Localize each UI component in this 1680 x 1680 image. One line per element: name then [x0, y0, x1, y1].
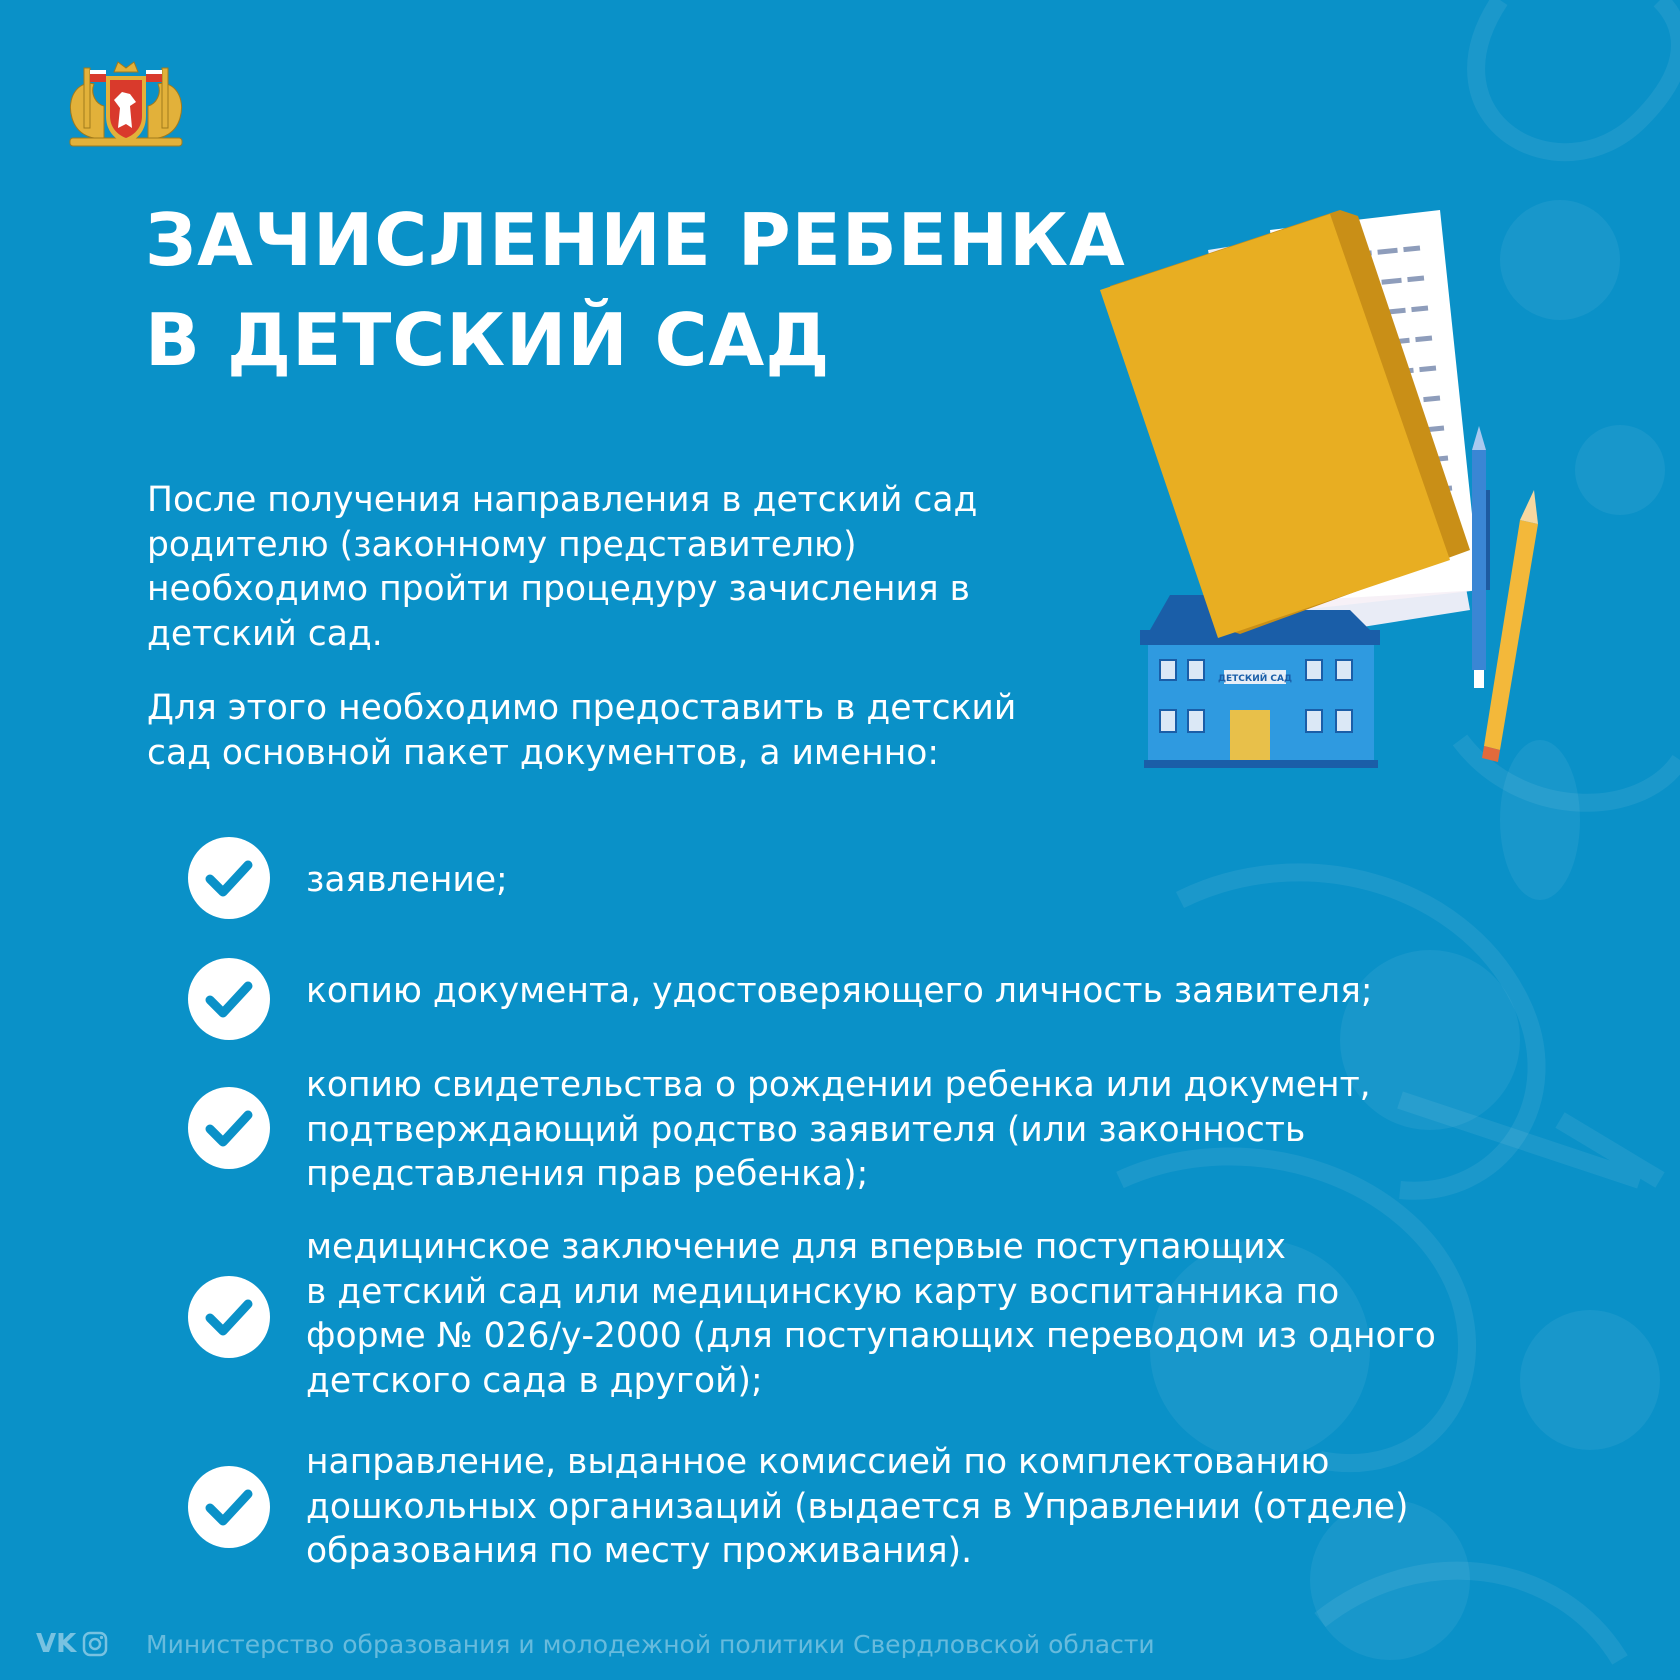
document-label: копию свидетельства о рождении ребенка или документ, подтверждающий родство заявителя (или законность представления прав ребенка);: [306, 1065, 1371, 1194]
ministry-name: Министерство образования и молодежной политики Свердловской области: [146, 1629, 1155, 1659]
intro-paragraph-2: Для этого необходимо предоставить в детский сад основной пакет документов, а именно:: [147, 688, 1017, 773]
checkmark-icon: [188, 1087, 270, 1169]
folder-documents-illustration: [1100, 190, 1570, 790]
document-label: направление, выданное комиссией по комплектованию дошкольных организаций (выдается в Управлении (отделе) образования по месту проживания).: [306, 1442, 1409, 1571]
instagram-icon[interactable]: [82, 1631, 108, 1657]
intro-text: [147, 478, 1107, 775]
checkmark-icon: [188, 1276, 270, 1358]
checkmark-icon: [188, 1466, 270, 1548]
intro-paragraph-1: После получения направления в детский сад родителю (законному представителю) необходимо пройти процедуру зачисления в детский сад.: [147, 480, 978, 654]
document-label: заявление;: [306, 860, 508, 900]
document-label: медицинское заключение для впервые поступающих в детский сад или медицинскую карту воспитанника по форме № 026/у-2000 (для поступающих переводом из одного детского сада в другой);: [306, 1227, 1436, 1401]
checkmark-icon: [188, 958, 270, 1040]
footer: [36, 1624, 1236, 1664]
vk-icon[interactable]: VK: [36, 1629, 77, 1659]
pencil-icon: [1482, 490, 1538, 762]
building-sign: ДЕТСКИЙ САД: [1217, 674, 1293, 684]
document-label: копию документа, удостоверяющего личность заявителя;: [306, 971, 1373, 1011]
page-title: [145, 190, 1126, 390]
pen-icon: [1472, 426, 1490, 688]
coat-of-arms-icon: [66, 58, 186, 152]
title-line-1: ЗАЧИСЛЕНИЕ РЕБЕНКА: [145, 198, 1126, 282]
checkmark-icon: [188, 837, 270, 919]
title-line-2: В ДЕТСКИЙ САД: [145, 298, 831, 382]
